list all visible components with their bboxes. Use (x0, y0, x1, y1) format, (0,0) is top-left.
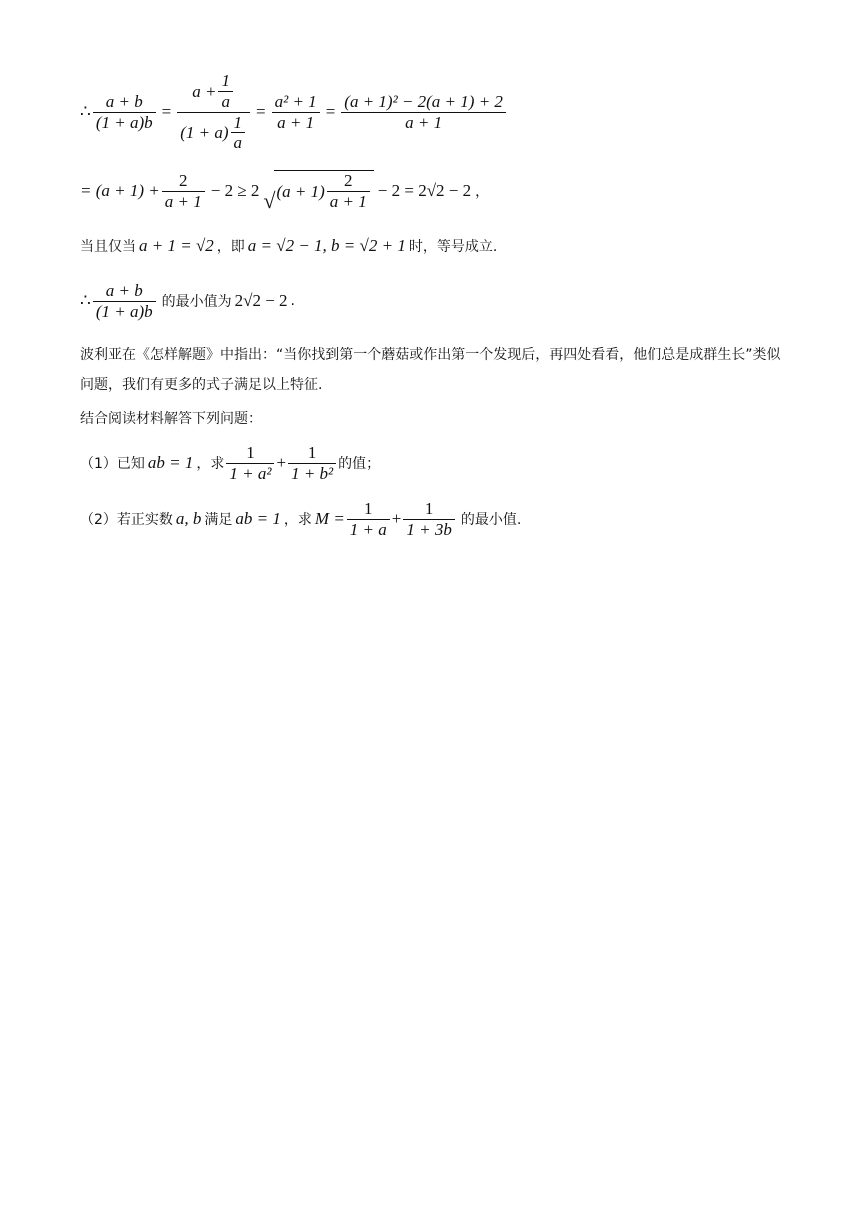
fraction: $\frac{1}{\text{1 + b²}}$ (288, 443, 336, 483)
fraction: $\frac{1}{1 + a}$ (347, 499, 390, 539)
question-2: （2）若正实数 a, b 满足 ab = 1 ，求 M = $\frac{1}{1 + a}$ + $\frac{1}{1 + 3b}$ 的最小值. (80, 498, 522, 539)
fraction-denominator: (1 + a)b (95, 112, 153, 132)
fraction-numerator: a + $\frac{1}{a}$ (189, 71, 238, 111)
fraction: $\frac{2}{a + 1}$ (162, 171, 205, 211)
inner-fraction: $\frac{1}{a}$ (231, 113, 246, 153)
equals-sign: = (161, 102, 172, 121)
expression-start: = (a + 1) + (80, 181, 160, 200)
inner-fraction: $\frac{1}{a}$ (218, 71, 233, 111)
instruction-text: 结合阅读材料解答下列问题： (80, 411, 262, 427)
fraction-denominator: a + 1 (277, 112, 315, 132)
fraction-numerator: (a + 1)² − 2(a + 1) + 2 (344, 91, 503, 111)
fraction-numerator: a + b (105, 91, 143, 111)
fraction-denominator: (1 + a) $\frac{1}{a}$ (177, 113, 250, 153)
fraction-numerator: a² + 1 (274, 91, 317, 111)
equals-sign: = (325, 102, 336, 121)
equals-sign: = (256, 102, 266, 121)
fraction: $\frac{1}{\text{1 + a²}}$ (226, 443, 274, 483)
fraction: $\frac{1}{1 + 3b}$ (403, 499, 454, 539)
expression-end: − 2 = 2√2 − 2 (377, 181, 472, 200)
conclusion-line: ∴ $\frac{a + b}{(1 + a)b}$ 的最小值为 2√2 − 2 . (80, 280, 295, 321)
fraction-4 (341, 92, 506, 132)
square-root: √ (a + 1) $\frac{2}{a + 1}$ (263, 170, 373, 211)
equality-condition-line: 当且仅当 a + 1 = √2 ，即 a = √2 − 1, b = √2 + 1 时，等号成立. (80, 236, 498, 255)
therefore-symbol: ∴ (80, 102, 91, 121)
equation-line-1 (80, 72, 508, 152)
fraction: $\frac{a + b}{(1 + a)b}$ (93, 281, 156, 321)
fraction-compound (177, 71, 250, 152)
question-1: （1）已知 ab = 1 ，求 $\frac{1}{\text{1 + a²}}$ + $\frac{1}{\text{1 + b²}}$ 的值； (80, 442, 381, 483)
inequality-part: − 2 ≥ 2 (210, 181, 260, 200)
fraction-3 (272, 92, 320, 132)
reading-paragraph: 波利亚在《怎样解题》中指出：“当你找到第一个蘑菇或作出第一个发现后，再四处看看，他们总是成群生长”类似问题，我们有更多的式子满足以上特征. (80, 347, 781, 393)
fraction-lhs (93, 92, 156, 132)
fraction-denominator: a + 1 (405, 112, 443, 132)
radical-icon: √ (263, 187, 276, 213)
equation-line-2: = (a + 1) + $\frac{2}{a + 1}$ − 2 ≥ 2 √ (a + 1) $\frac{2}{a + 1}$ − 2 = 2√2 − 2 ， (80, 170, 490, 213)
